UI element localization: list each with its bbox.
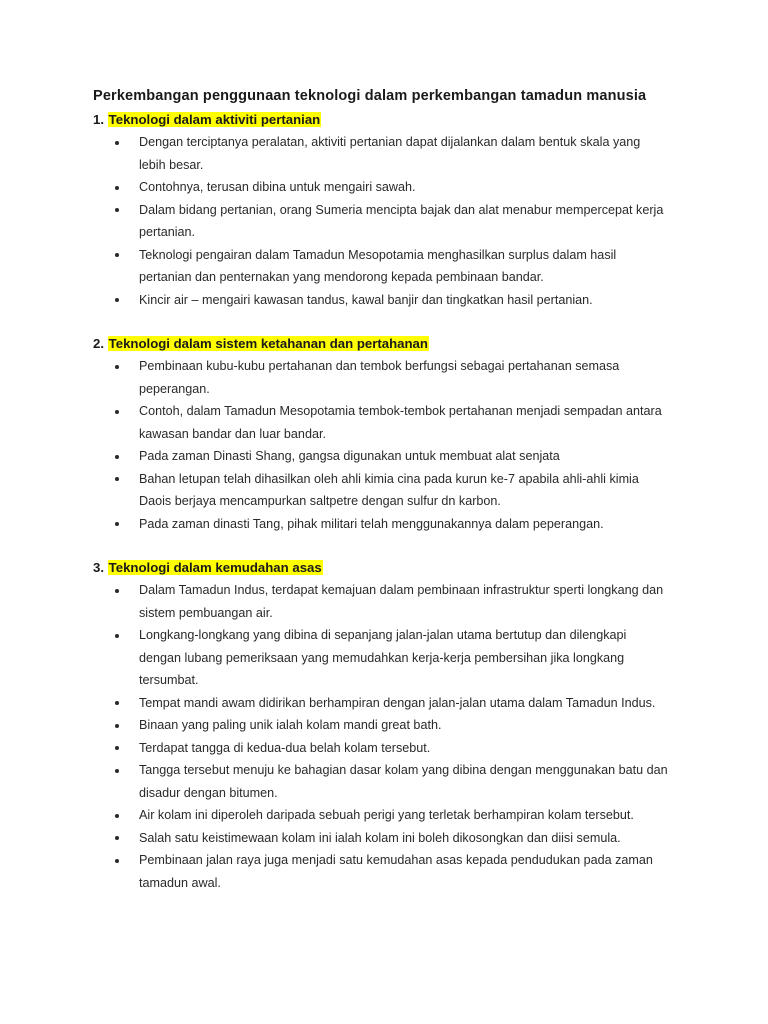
bullet-icon [115, 769, 119, 773]
list-item-text: Salah satu keistimewaan kolam ini ialah kolam ini boleh dikosongkan dan diisi semula. [139, 830, 621, 845]
list-item-text: Bahan letupan telah dihasilkan oleh ahli kimia cina pada kurun ke-7 apabila ahli-ahli kimia Daois berjaya mencampurkan saltpetre dengan sulfur dn karbon. [139, 471, 639, 508]
list-item [93, 804, 693, 827]
bullet-icon [115, 298, 119, 302]
document-title: Perkembangan penggunaan teknologi dalam perkembangan tamadun manusia [93, 88, 647, 104]
bullet-icon [115, 365, 119, 369]
bullet-icon [115, 410, 119, 414]
list-item [93, 827, 693, 850]
bullet-icon [115, 836, 119, 840]
list-item [93, 579, 693, 624]
highlighted-heading-text: Teknologi dalam kemudahan asas [108, 560, 322, 575]
list-item-text: Terdapat tangga di kedua-dua belah kolam tersebut. [139, 740, 431, 755]
section-heading [93, 557, 693, 579]
section-number: 1. [93, 112, 104, 127]
list-item [93, 244, 693, 289]
list-item [93, 289, 693, 312]
list-item-text: Contohnya, terusan dibina untuk mengairi sawah. [139, 180, 416, 194]
bullet-list [93, 579, 693, 894]
section-number: 3. [93, 560, 104, 575]
list-item [93, 849, 693, 894]
list-item-text: Dengan terciptanya peralatan, aktiviti pertanian dapat dijalankan dalam bentuk skala yang lebih besar. [139, 135, 641, 172]
bullet-icon [115, 455, 119, 459]
list-item-text: Pembinaan kubu-kubu pertahanan dan tembok berfungsi sebagai pertahanan semasa peperangan. [139, 359, 620, 396]
list-item [93, 176, 693, 199]
section-kemudahan-asas [93, 557, 693, 894]
list-item-text: Air kolam ini diperoleh daripada sebuah perigi yang terletak berhampiran kolam tersebut. [139, 808, 634, 822]
list-item [93, 692, 693, 715]
section-heading [93, 109, 693, 131]
list-item [93, 714, 693, 737]
list-item-text: Dalam Tamadun Indus, terdapat kemajuan dalam pembinaan infrastruktur sperti longkang dan sistem pembuangan air. [139, 583, 664, 620]
bullet-list [93, 131, 693, 311]
bullet-icon [115, 141, 119, 145]
bullet-icon [115, 208, 119, 212]
list-item-text: Pembinaan jalan raya juga menjadi satu kemudahan asas kepada pendudukan pada zaman tamadun awal. [139, 853, 653, 890]
list-item-text: Tangga tersebut menuju ke bahagian dasar kolam yang dibina dengan menggunakan batu dan disadur dengan bitumen. [139, 763, 668, 800]
list-item-text: Kincir air – mengairi kawasan tandus, kawal banjir dan tingkatkan hasil pertanian. [139, 292, 593, 307]
list-item [93, 468, 693, 513]
bullet-icon [115, 253, 119, 257]
bullet-icon [115, 859, 119, 863]
list-item [93, 400, 693, 445]
bullet-icon [115, 186, 119, 190]
bullet-icon [115, 746, 119, 750]
list-item [93, 737, 693, 760]
list-item-text: Teknologi pengairan dalam Tamadun Mesopotamia menghasilkan surplus dalam hasil pertanian dan penternakan yang mendorong kepada pembinaan bandar. [139, 247, 617, 284]
bullet-icon [115, 724, 119, 728]
bullet-list [93, 355, 693, 535]
bullet-icon [115, 701, 119, 705]
list-item-text: Longkang-longkang yang dibina di sepanjang jalan-jalan utama bertutup dan dilengkapi dengan lubang pemeriksaan yang memudahkan kerja-kerja pembersihan jika longkang tersumbat. [139, 628, 627, 687]
section-heading [93, 333, 693, 355]
highlighted-heading-text: Teknologi dalam aktiviti pertanian [108, 112, 321, 127]
list-item-text: Contoh, dalam Tamadun Mesopotamia tembok-tembok pertahanan menjadi sempadan antara kawasan bandar dan luar bandar. [139, 404, 662, 441]
list-item [93, 513, 693, 536]
list-item [93, 624, 693, 692]
section-pertanian [93, 109, 693, 311]
list-item [93, 199, 693, 244]
bullet-icon [115, 589, 119, 593]
list-item [93, 759, 693, 804]
bullet-icon [115, 522, 119, 526]
bullet-icon [115, 477, 119, 481]
highlighted-heading-text: Teknologi dalam sistem ketahanan dan pertahanan [108, 336, 428, 351]
list-item-text: Pada zaman Dinasti Shang, gangsa digunakan untuk membuat alat senjata [139, 449, 560, 463]
list-item [93, 355, 693, 400]
bullet-icon [115, 814, 119, 818]
list-item-text: Tempat mandi awam didirikan berhampiran dengan jalan-jalan utama dalam Tamadun Indus. [139, 695, 656, 710]
list-item-text: Dalam bidang pertanian, orang Sumeria mencipta bajak dan alat menabur mempercepat kerja pertanian. [139, 202, 664, 239]
bullet-icon [115, 634, 119, 638]
list-item-text: Binaan yang paling unik ialah kolam mandi great bath. [139, 718, 442, 732]
section-number: 2. [93, 336, 104, 351]
list-item-text: Pada zaman dinasti Tang, pihak militari telah menggunakannya dalam peperangan. [139, 516, 604, 531]
section-pertahanan [93, 333, 693, 535]
list-item [93, 131, 693, 176]
list-item [93, 445, 693, 468]
